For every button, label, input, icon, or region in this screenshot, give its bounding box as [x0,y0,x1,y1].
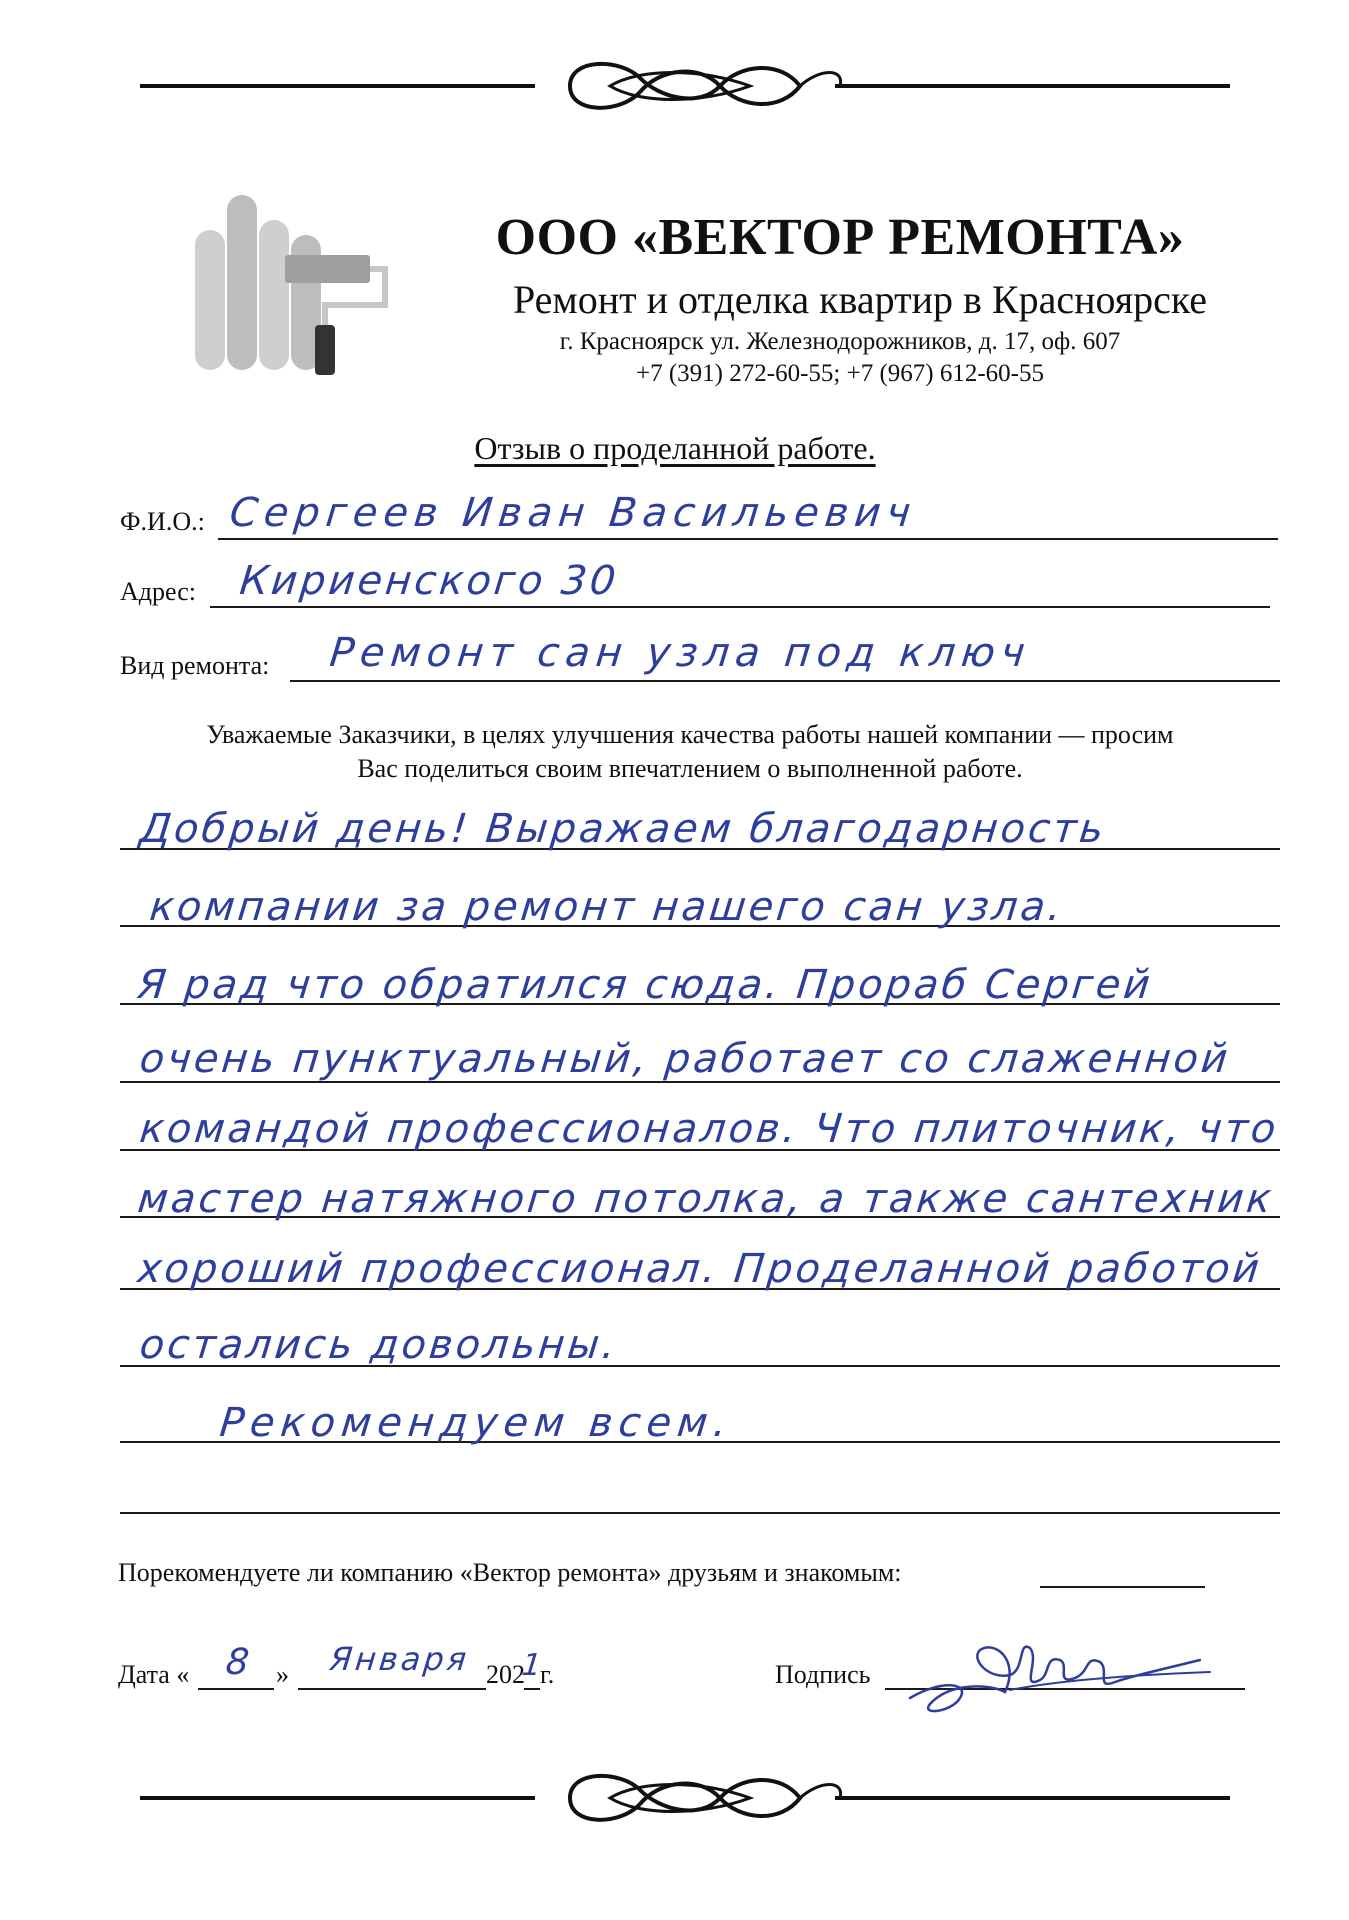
review-text-line[interactable]: командой профессионалов. Что плиточник, что [137,1106,1281,1152]
intro-line-1: Уважаемые Заказчики, в целях улучшения качества работы нашей компании — просим [206,720,1174,749]
company-address: г. Красноярск ул. Железнодорожников, д. 17, оф. 607 [559,328,1121,355]
review-text-line[interactable]: компании за ремонт нашего сан узла. [147,884,1067,930]
recommend-answer-line[interactable] [1040,1586,1205,1588]
date-year-digit[interactable]: 1 [520,1648,543,1683]
company-tagline: Ремонт и отделка квартир в Красноярске [512,277,1208,322]
signature [900,1620,1220,1730]
form-title: Отзыв о проделанной работе. [474,430,876,466]
company-phones: +7 (391) 272-60-55; +7 (967) 612-60-55 [636,360,1044,387]
date-year-prefix: 202 [486,1660,525,1689]
fio-line [218,538,1278,540]
bottom-ornament [140,1762,1230,1832]
repair-type-line [290,680,1280,682]
date-day-line [198,1688,274,1690]
handwritten-signature-icon [900,1620,1220,1730]
date-year-line [524,1688,540,1690]
address-line [210,606,1270,608]
review-rule [120,1512,1280,1514]
address-label: Адрес: [120,577,196,606]
review-text-line[interactable]: очень пунктуальный, работает со слаженной [137,1036,1233,1082]
date-quote-close: » [276,1660,289,1689]
signature-label: Подпись [775,1660,871,1689]
repair-type-label: Вид ремонта: [120,651,270,680]
review-text-line[interactable]: мастер натяжного потолка, а также сантехник [135,1176,1277,1222]
review-text-line[interactable]: Рекомендуем всем. [217,1400,735,1446]
ornament-divider-icon [140,1762,1230,1832]
review-text-line[interactable]: Добрый день! Выражаем благодарность [137,806,1109,852]
company-name: ООО «ВЕКТОР РЕМОНТА» [495,209,1185,266]
date-suffix: г. [540,1660,555,1689]
ornament-divider-icon [140,48,1230,118]
date-prefix: Дата « [118,1660,190,1689]
fio-value[interactable]: Сергеев Иван Васильевич [227,490,919,536]
repair-type-value[interactable]: Ремонт сан узла под ключ [327,630,1034,676]
paint-roller-logo-icon [185,190,410,380]
intro-line-2: Вас поделиться своим впечатлением о выполненной работе. [357,754,1023,783]
review-text-line[interactable]: остались довольны. [137,1322,621,1368]
company-logo [185,190,410,380]
date-month-line [298,1688,486,1690]
fio-label: Ф.И.О.: [120,507,205,536]
date-day-value[interactable]: 8 [223,1642,255,1683]
review-text-line[interactable]: Я рад что обратился сюда. Прораб Сергей [135,962,1156,1008]
top-ornament [140,48,1230,118]
review-text-line[interactable]: хороший профессионал. Проделанной работой [135,1246,1265,1292]
recommend-question: Порекомендуете ли компанию «Вектор ремонта» друзьям и знакомым: [118,1558,902,1587]
address-value[interactable]: Кириенского 30 [237,558,621,604]
date-month-value[interactable]: Января [328,1640,472,1678]
